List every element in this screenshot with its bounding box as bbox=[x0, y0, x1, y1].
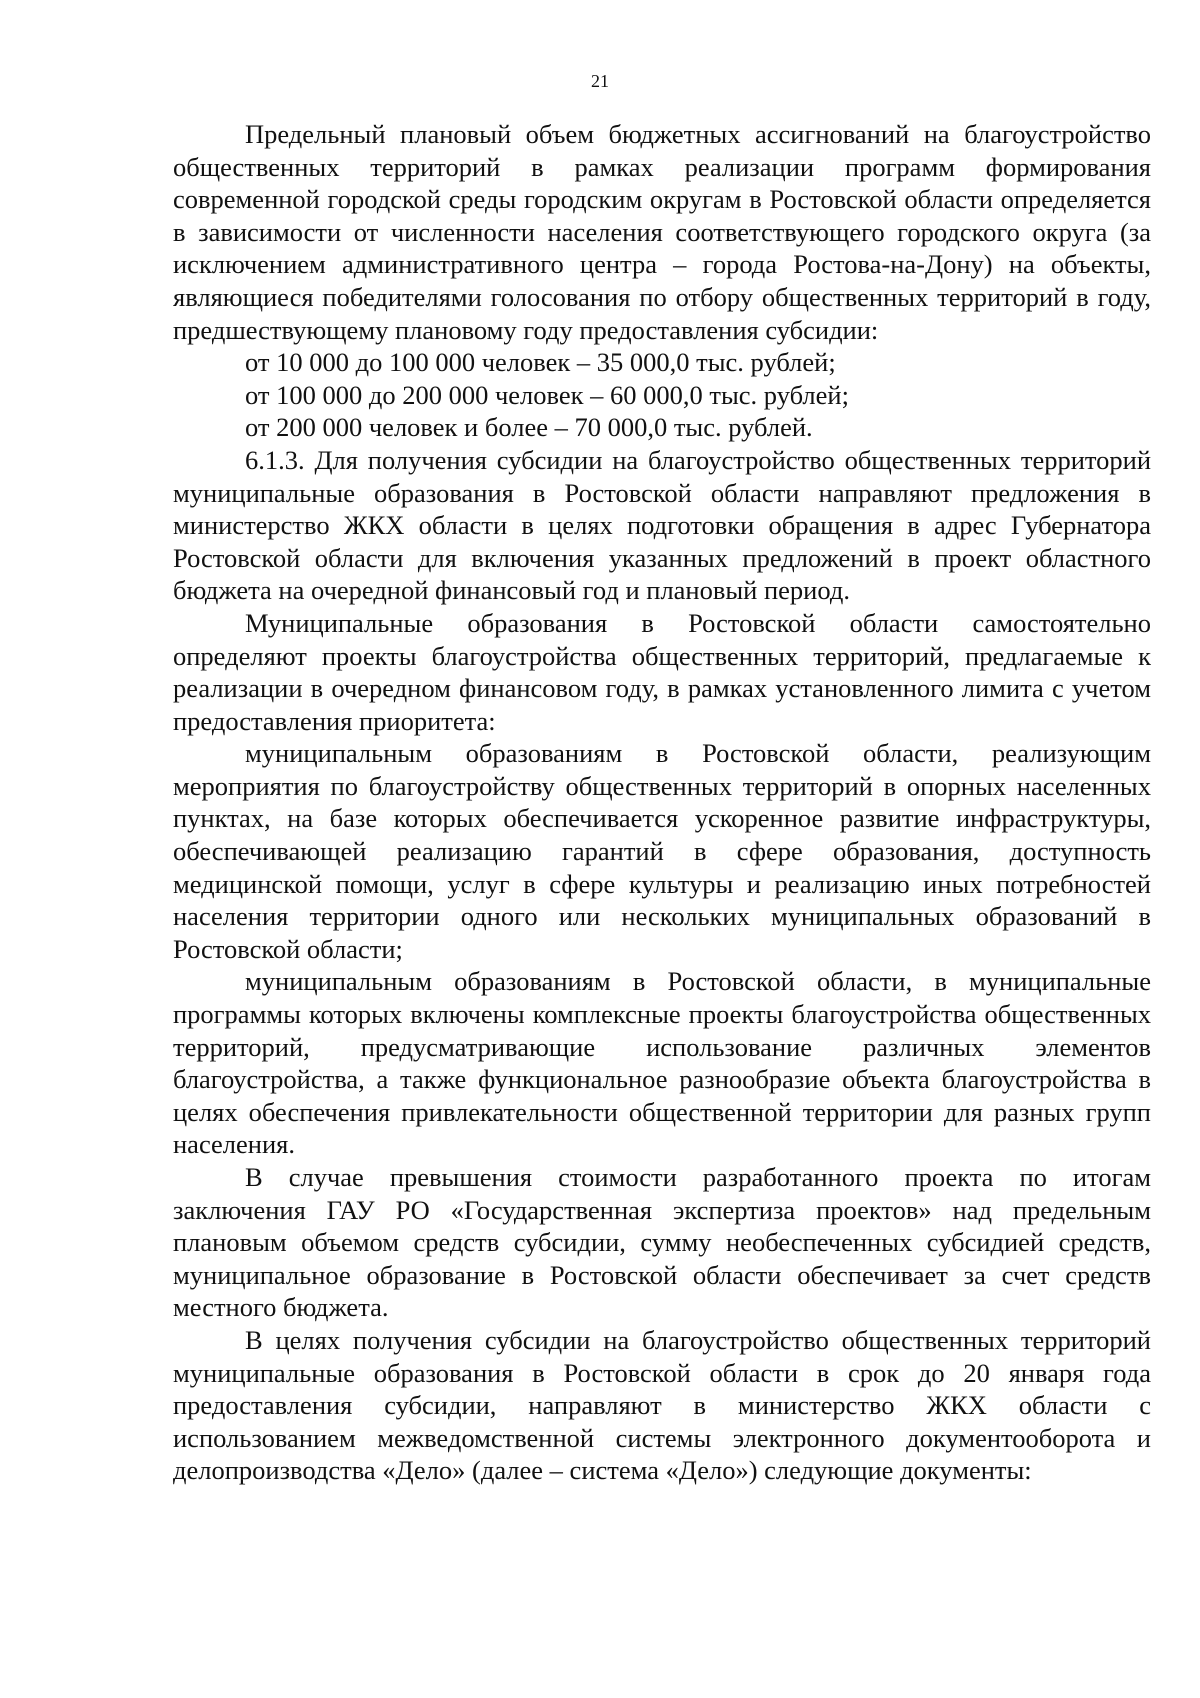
paragraph-priority-complex-projects: муниципальным образованиям в Ростовской области, в муниципальные программы которых включены комплексные проекты благоустройства общественных территорий, предусматривающие использование различных элементов благоустройства, а также функциональное разнообразие объекта благоустройства в целях обеспечения привлекательности общественной территории для разных групп населения. bbox=[173, 966, 1151, 1160]
document-body bbox=[173, 118, 1151, 1487]
paragraph-priority-support-settlements: муниципальным образованиям в Ростовской области, реализующим мероприятия по благоустройству общественных территорий в опорных населенных пунктах, на базе которых обеспечивается ускоренное развитие инфраструктуры, обеспечивающей реализацию гарантий в сфере образования, доступность медицинской помощи, услуг в сфере культуры и реализацию иных потребностей населения территории одного или нескольких муниципальных образований в Ростовской области; bbox=[173, 738, 1151, 964]
paragraph-cost-excess: В случае превышения стоимости разработанного проекта по итогам заключения ГАУ РО «Государственная экспертиза проектов» над предельным плановым объемом средств субсидии, сумму необеспеченных субсидией средств, муниципальное образование в Ростовской области обеспечивает за счет средств местного бюджета. bbox=[173, 1162, 1151, 1323]
list-item-population-tier-3: от 200 000 человек и более – 70 000,0 тыс. рублей. bbox=[245, 412, 813, 443]
paragraph-municipal-projects: Муниципальные образования в Ростовской области самостоятельно определяют проекты благоустройства общественных территорий, предлагаемые к реализации в очередном финансовом году, в рамках установленного лимита с учетом предоставления приоритета: bbox=[173, 607, 1151, 736]
paragraph-section-6-1-3: 6.1.3. Для получения субсидии на благоустройство общественных территорий муниципальные образования в Ростовской области направляют предложения в министерство ЖКХ области в целях подготовки обращения в адрес Губернатора Ростовской области для включения указанных предложений в проект областного бюджета на очередной финансовый год и плановый период. bbox=[173, 444, 1151, 606]
list-item-population-tier-2: от 100 000 до 200 000 человек – 60 000,0 тыс. рублей; bbox=[245, 379, 849, 410]
page-number: 21 bbox=[591, 71, 609, 91]
paragraph-budget-limit: Предельный плановый объем бюджетных ассигнований на благоустройство общественных территорий в рамках реализации программ формирования современной городской среды городским округам в Ростовской области определяется в зависимости от численности населения соответствующего городского округа (за исключением административного центра – города Ростова-на-Дону) на объекты, являющиеся победителями голосования по отбору общественных территорий в году, предшествующему плановому году предоставления субсидии: bbox=[173, 119, 1151, 345]
paragraph-submission-documents: В целях получения субсидии на благоустройство общественных территорий муниципальные образования в Ростовской области в срок до 20 января года предоставления субсидии, направляют в министерство ЖКХ области с использованием межведомственной системы электронного документооборота и делопроизводства «Дело» (далее – система «Дело») следующие документы: bbox=[173, 1324, 1151, 1486]
list-item-population-tier-1: от 10 000 до 100 000 человек – 35 000,0 тыс. рублей; bbox=[245, 347, 836, 378]
